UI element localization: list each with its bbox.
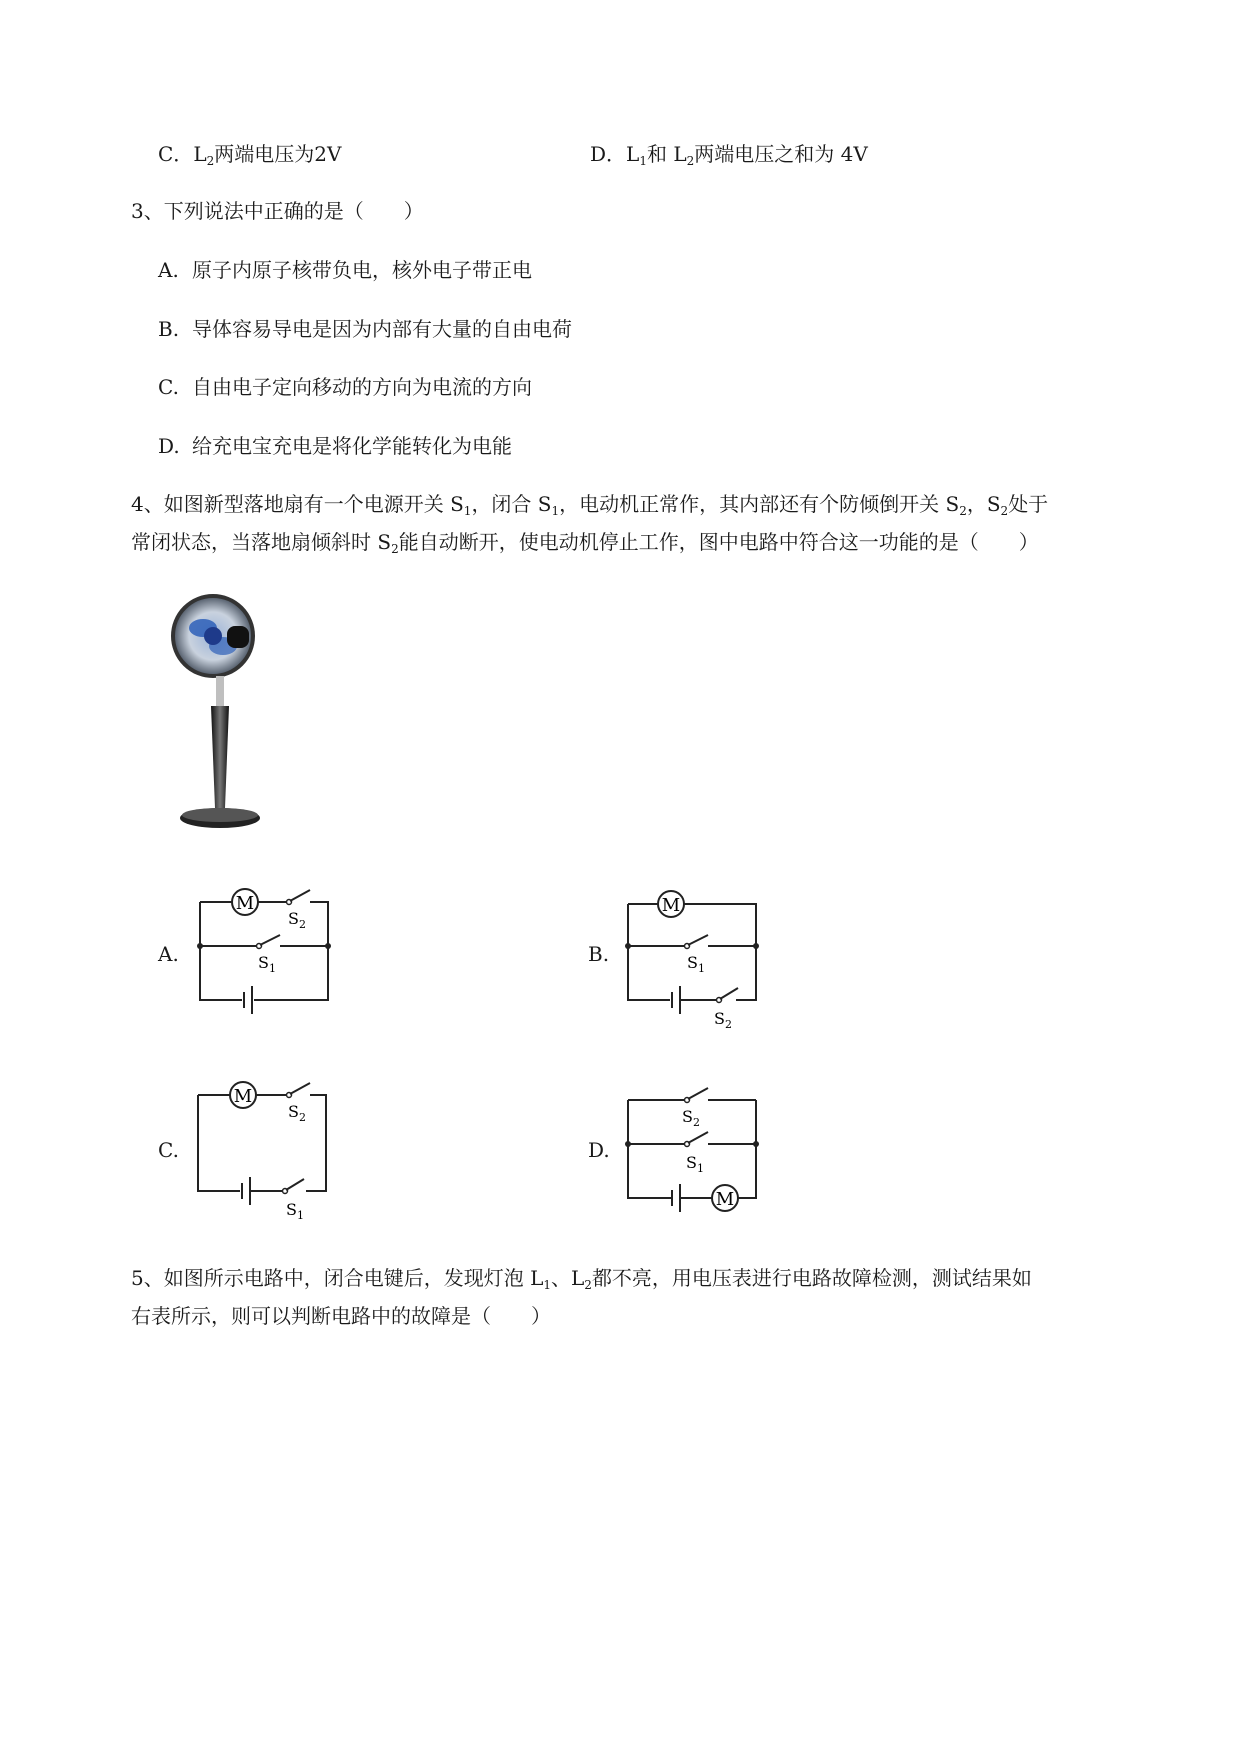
q2-option-c: C．$L_2$两端电压为2V bbox=[158, 142, 342, 168]
q2-option-d: D．$L_1$和 $L_2$两端电压之和为 4V bbox=[590, 142, 868, 168]
circuit-diagram-a bbox=[190, 880, 340, 1030]
switch-s2-label: $S_2$ bbox=[288, 1102, 306, 1124]
motor-label: M bbox=[661, 895, 681, 916]
circuit-diagram-c bbox=[190, 1075, 340, 1225]
switch-s2-label: $S_2$ bbox=[288, 909, 306, 931]
switch-s1-label: $S_1$ bbox=[258, 953, 276, 975]
q4-stem-line1: 4、如图新型落地扇有一个电源开关 $S_1$，闭合 $S_1$，电动机正常作，其内部还有个防倾倒开关 $S_2$，$S_2$处于 bbox=[131, 492, 1049, 518]
q5-stem-line1: 5、如图所示电路中，闭合电键后，发现灯泡 $L_1$、$L_2$都不亮，用电压表进行电路故障检测，测试结果如 bbox=[131, 1266, 1032, 1292]
standing-fan-image bbox=[165, 588, 275, 838]
q4-option-d-label: D. bbox=[588, 1138, 610, 1162]
motor-label: M bbox=[233, 1086, 253, 1107]
q3-option-d: D. 给充电宝充电是将化学能转化为电能 bbox=[158, 434, 512, 458]
switch-s1-label: $S_1$ bbox=[286, 1200, 304, 1222]
circuit-diagram-d bbox=[620, 1080, 770, 1230]
q5-stem-line2: 右表所示，则可以判断电路中的故障是（ ） bbox=[131, 1304, 551, 1328]
q4-option-a-label: A. bbox=[158, 942, 179, 966]
q3-option-a: A. 原子内原子核带负电，核外电子带正电 bbox=[158, 258, 532, 282]
circuit-diagram-b bbox=[620, 880, 770, 1040]
switch-s1-label: $S_1$ bbox=[687, 953, 705, 975]
switch-s2-label: $S_2$ bbox=[682, 1107, 700, 1129]
q3-option-b: B. 导体容易导电是因为内部有大量的自由电荷 bbox=[158, 317, 572, 341]
q3-option-c: C. 自由电子定向移动的方向为电流的方向 bbox=[158, 375, 532, 399]
motor-label: M bbox=[715, 1189, 735, 1210]
q4-option-b-label: B. bbox=[588, 942, 610, 966]
switch-s2-label: $S_2$ bbox=[714, 1009, 732, 1031]
q3-stem: 3、下列说法中正确的是（ ） bbox=[131, 199, 424, 223]
q4-option-c-label: C. bbox=[158, 1138, 179, 1162]
motor-label: M bbox=[235, 893, 255, 914]
q4-stem-line2: 常闭状态，当落地扇倾斜时 $S_2$能自动断开，使电动机停止工作，图中电路中符合这一功能的是（ ） bbox=[131, 530, 1039, 556]
switch-s1-label: $S_1$ bbox=[686, 1153, 704, 1175]
